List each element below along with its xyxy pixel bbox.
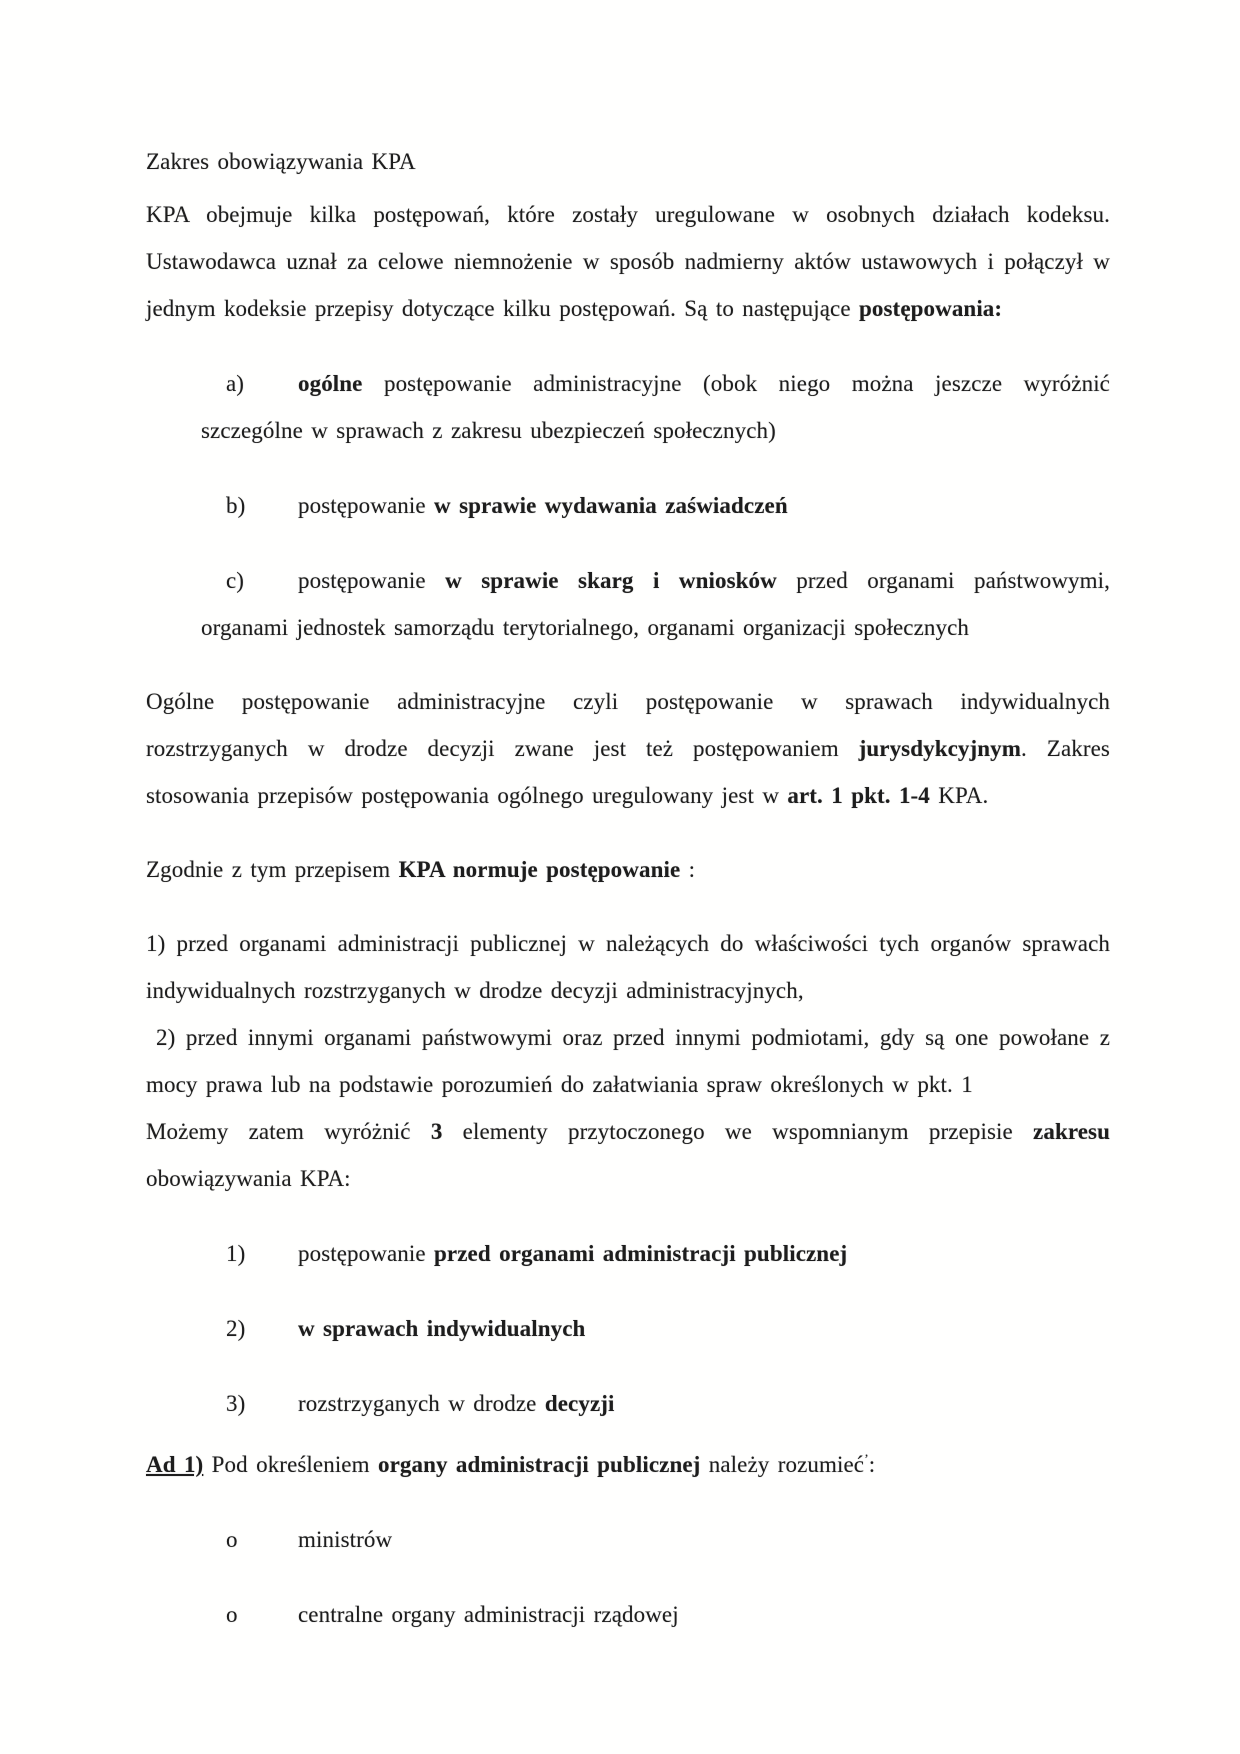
text-run: ogólne bbox=[298, 371, 363, 396]
list-item bbox=[146, 1516, 1110, 1563]
text-run: rozstrzyganych w drodze bbox=[298, 1391, 545, 1416]
text-run: elementy przytoczonego we wspomnianym przepisie bbox=[442, 1119, 1034, 1144]
document-title bbox=[146, 138, 1110, 185]
text-run: Zakres obowiązywania KPA bbox=[146, 149, 416, 174]
list-item-label: c) bbox=[226, 568, 245, 593]
text-run: 3 bbox=[430, 1119, 443, 1144]
text-run: należy rozumieć bbox=[700, 1452, 865, 1477]
list-item-label: 1) bbox=[226, 1241, 246, 1266]
text-run: jurysdykcyjnym bbox=[858, 736, 1022, 761]
list-item bbox=[146, 557, 1110, 651]
text-run: organy administracji publicznej bbox=[377, 1452, 701, 1477]
text-run: Ad 1) bbox=[146, 1452, 204, 1477]
list-item bbox=[146, 482, 1110, 529]
text-run: przed organami administracji publicznej bbox=[434, 1241, 848, 1266]
paragraph bbox=[146, 191, 1110, 332]
list-item-label: o bbox=[226, 1527, 238, 1552]
text-run: ministrów bbox=[298, 1527, 393, 1552]
text-run: postępowania: bbox=[859, 296, 1003, 321]
text-run: postępowanie bbox=[298, 1241, 435, 1266]
text-run: przed organami państwowymi, organami jednostek samorządu terytorialnego, organami organizacji społecznych bbox=[201, 568, 1110, 640]
list-item bbox=[146, 1230, 1110, 1277]
text-run: Pod określeniem bbox=[203, 1452, 378, 1477]
text-run: centralne organy administracji rządowej bbox=[298, 1602, 679, 1627]
text-run: art. 1 pkt. 1-4 bbox=[787, 783, 930, 808]
list-item-label: a) bbox=[226, 371, 245, 396]
text-run: . Zakres stosowania przepisów postępowania ogólnego uregulowany jest w bbox=[146, 736, 1110, 808]
list-item bbox=[146, 1380, 1110, 1427]
text-run: w sprawie wydawania zaświadczeń bbox=[434, 493, 788, 518]
text-run: postępowanie bbox=[298, 568, 446, 593]
text-run: Możemy zatem wyróżnić bbox=[146, 1119, 431, 1144]
text-run: zakresu bbox=[1033, 1119, 1110, 1144]
paragraph bbox=[146, 1441, 1110, 1488]
text-run: w sprawach indywidualnych bbox=[298, 1316, 586, 1341]
text-run: Zgodnie z tym przepisem bbox=[146, 857, 399, 882]
text-run: w sprawie skarg i wniosków bbox=[445, 568, 777, 593]
text-run: KPA normuje postępowanie bbox=[398, 857, 681, 882]
text-run: : bbox=[868, 1452, 876, 1477]
list-item-label: 3) bbox=[226, 1391, 246, 1416]
text-run: postępowanie administracyjne (obok niego można jeszcze wyróżnić szczególne w sprawach z zakresu ubezpieczeń społecznych) bbox=[201, 371, 1110, 443]
paragraph bbox=[146, 920, 1110, 1014]
document-body bbox=[146, 138, 1110, 1638]
list-item-label: b) bbox=[226, 493, 246, 518]
text-run: Ogólne postępowanie administracyjne czyli postępowanie w sprawach indywidualnych rozstrzyganych w drodze decyzji zwane jest też postępowaniem bbox=[146, 689, 1110, 761]
text-run: KPA. bbox=[929, 783, 989, 808]
paragraph bbox=[146, 846, 1110, 893]
footnote-marker: ’ bbox=[864, 1451, 869, 1467]
text-run: obowiązywania KPA: bbox=[146, 1166, 351, 1191]
list-item-label: 2) bbox=[226, 1316, 246, 1341]
text-run: postępowanie bbox=[298, 493, 435, 518]
list-item bbox=[146, 1305, 1110, 1352]
text-run: 2) przed innymi organami państwowymi oraz przed innymi podmiotami, gdy są one powołane z mocy prawa lub na podstawie porozumień do załatwiania spraw określonych w pkt. 1 bbox=[146, 1025, 1110, 1097]
paragraph bbox=[146, 1108, 1110, 1202]
text-run: decyzji bbox=[544, 1391, 615, 1416]
list-item bbox=[146, 1591, 1110, 1638]
paragraph bbox=[146, 1014, 1110, 1108]
list-item bbox=[146, 360, 1110, 454]
text-run: : bbox=[680, 857, 696, 882]
paragraph bbox=[146, 678, 1110, 819]
list-item-label: o bbox=[226, 1602, 238, 1627]
text-run: KPA obejmuje kilka postępowań, które zostały uregulowane w osobnych działach kodeksu. Ustawodawca uznał za celowe niemnożenie w sposób nadmierny aktów ustawowych i połączył w jednym kodeksie przepisy dotyczące kilku postępowań. Są to następujące bbox=[146, 202, 1110, 321]
text-run: 1) przed organami administracji publicznej w należących do właściwości tych organów sprawach indywidualnych rozstrzyganych w drodze decyzji administracyjnych, bbox=[146, 931, 1110, 1003]
